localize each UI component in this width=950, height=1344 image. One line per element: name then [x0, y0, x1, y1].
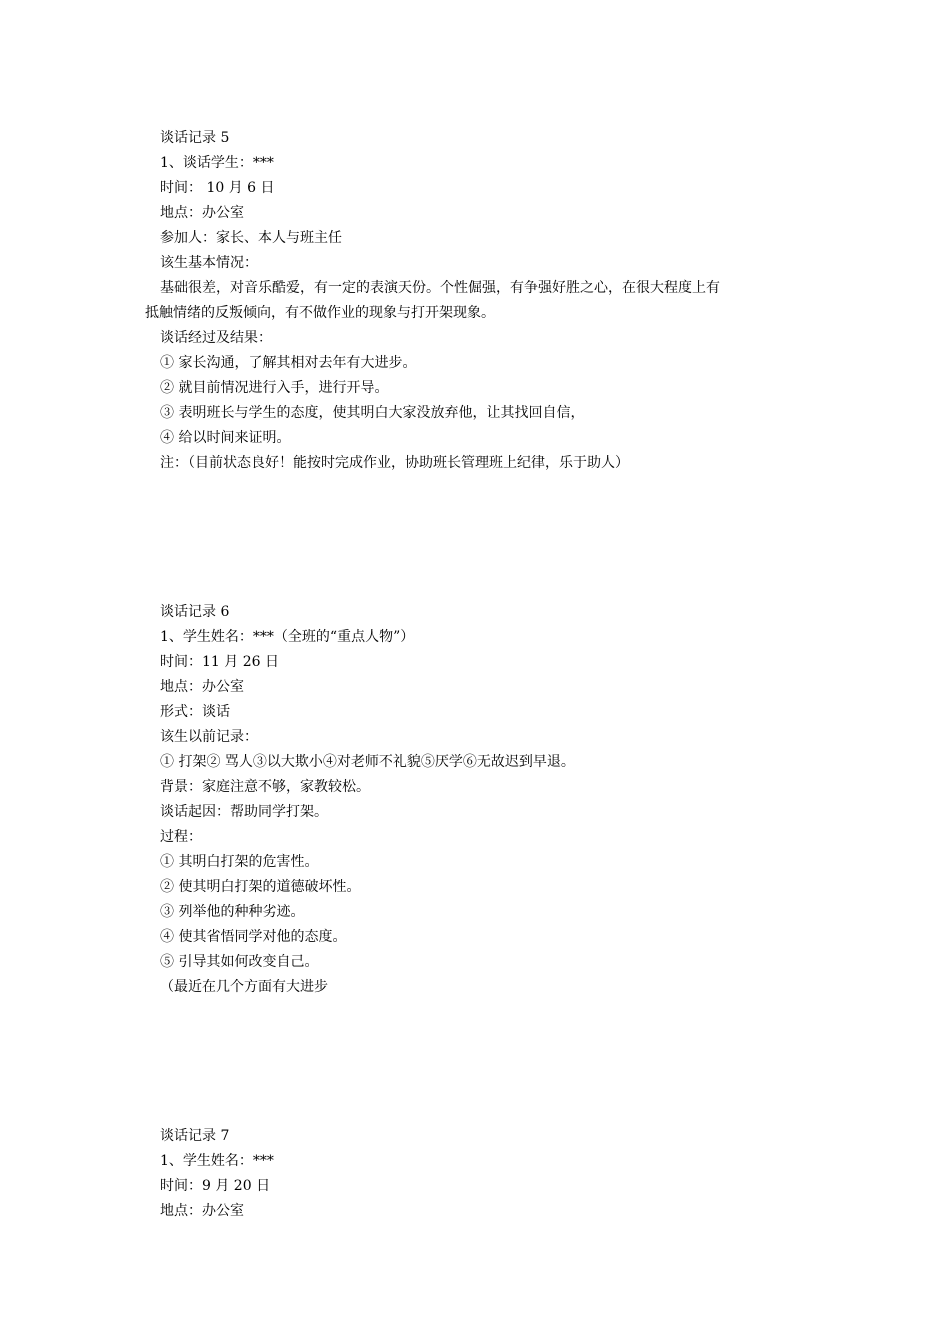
record-7-place: 地点：办公室: [160, 1203, 244, 1219]
record-5-basic-line-2: 抵触情绪的反叛倾向，有不做作业的现象与打开架现象。: [145, 305, 495, 321]
record-6-background: 背景：家庭注意不够，家教较松。: [160, 779, 370, 795]
record-5-step-3: ③ 表明班长与学生的态度，使其明白大家没放弃他，让其找回自信，: [160, 405, 585, 421]
record-5-basic-line-1: 基础很差，对音乐酷爱，有一定的表演天份。个性倔强，有争强好胜之心，在很大程度上有: [160, 280, 720, 296]
record-5-participants: 参加人：家长、本人与班主任: [160, 230, 342, 246]
record-6-step-1: ① 其明白打架的危害性。: [160, 854, 319, 870]
record-5-place: 地点：办公室: [160, 205, 244, 221]
record-6-form: 形式：谈话: [160, 704, 230, 720]
record-6-step-4: ④ 使其省悟同学对他的态度。: [160, 929, 347, 945]
record-6-note: （最近在几个方面有大进步: [160, 979, 328, 995]
record-6-student: 1、学生姓名：***（全班的“重点人物”）: [160, 629, 415, 645]
record-5-time: 时间： 10 月 6 日: [160, 180, 275, 196]
record-5-title: 谈话记录 5: [160, 130, 230, 146]
record-6-prior-heading: 该生以前记录：: [160, 729, 258, 745]
record-5-student: 1、谈话学生：***: [160, 155, 274, 171]
record-5-step-2: ② 就目前情况进行入手，进行开导。: [160, 380, 389, 396]
record-6-cause: 谈话起因：帮助同学打架。: [160, 804, 328, 820]
record-7-time: 时间：9 月 20 日: [160, 1178, 271, 1194]
record-5-process-heading: 谈话经过及结果：: [160, 330, 272, 346]
record-6-time: 时间：11 月 26 日: [160, 654, 279, 670]
record-6-title: 谈话记录 6: [160, 604, 230, 620]
record-6-place: 地点：办公室: [160, 679, 244, 695]
record-5-basic-heading: 该生基本情况：: [160, 255, 258, 271]
record-6-prior: ① 打架② 骂人③以大欺小④对老师不礼貌⑤厌学⑥无故迟到早退。: [160, 754, 575, 770]
record-6-step-5: ⑤ 引导其如何改变自己。: [160, 954, 319, 970]
record-5-step-1: ① 家长沟通，了解其相对去年有大进步。: [160, 355, 417, 371]
record-6-step-2: ② 使其明白打架的道德破坏性。: [160, 879, 361, 895]
record-5-note: 注：（目前状态良好！能按时完成作业，协助班长管理班上纪律，乐于助人）: [160, 455, 629, 471]
record-6-step-3: ③ 列举他的种种劣迹。: [160, 904, 305, 920]
record-5-step-4: ④ 给以时间来证明。: [160, 430, 291, 446]
record-7-title: 谈话记录 7: [160, 1128, 230, 1144]
record-7-student: 1、学生姓名：***: [160, 1153, 274, 1169]
record-6-process-heading: 过程：: [160, 829, 202, 845]
